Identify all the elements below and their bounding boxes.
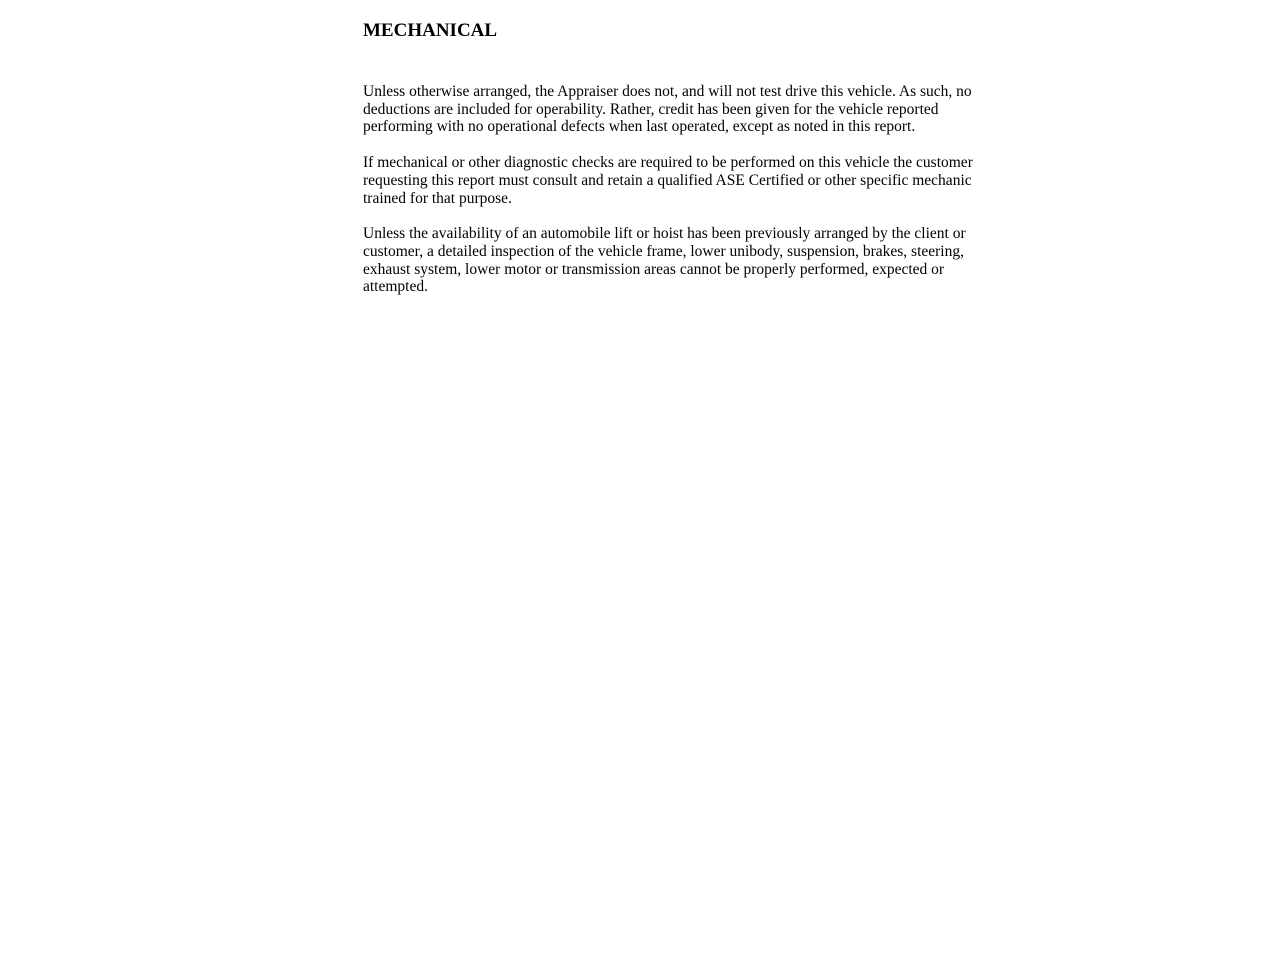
paragraph-diagnostic-checks: If mechanical or other diagnostic checks are required to be performed on this vehicle the customer requesting this report must consult and retain a qualified ASE Certified or other specific mechanic trained for that purpose. (363, 154, 973, 207)
document-body (363, 20, 983, 296)
section-title: MECHANICAL (363, 20, 498, 41)
paragraph-test-drive: Unless otherwise arranged, the Appraiser does not, and will not test drive this vehicle. As such, no deductions are included for operability. Rather, credit has been given for the vehicle reported performing with no operational defects when last operated, except as noted in this report. (363, 83, 972, 136)
paragraph-lift-inspection: Unless the availability of an automobile lift or hoist has been previously arranged by the client or customer, a detailed inspection of the vehicle frame, lower unibody, suspension, brakes, steering, exhaust system, lower motor or transmission areas cannot be properly performed, expected or attempted. (363, 225, 966, 296)
